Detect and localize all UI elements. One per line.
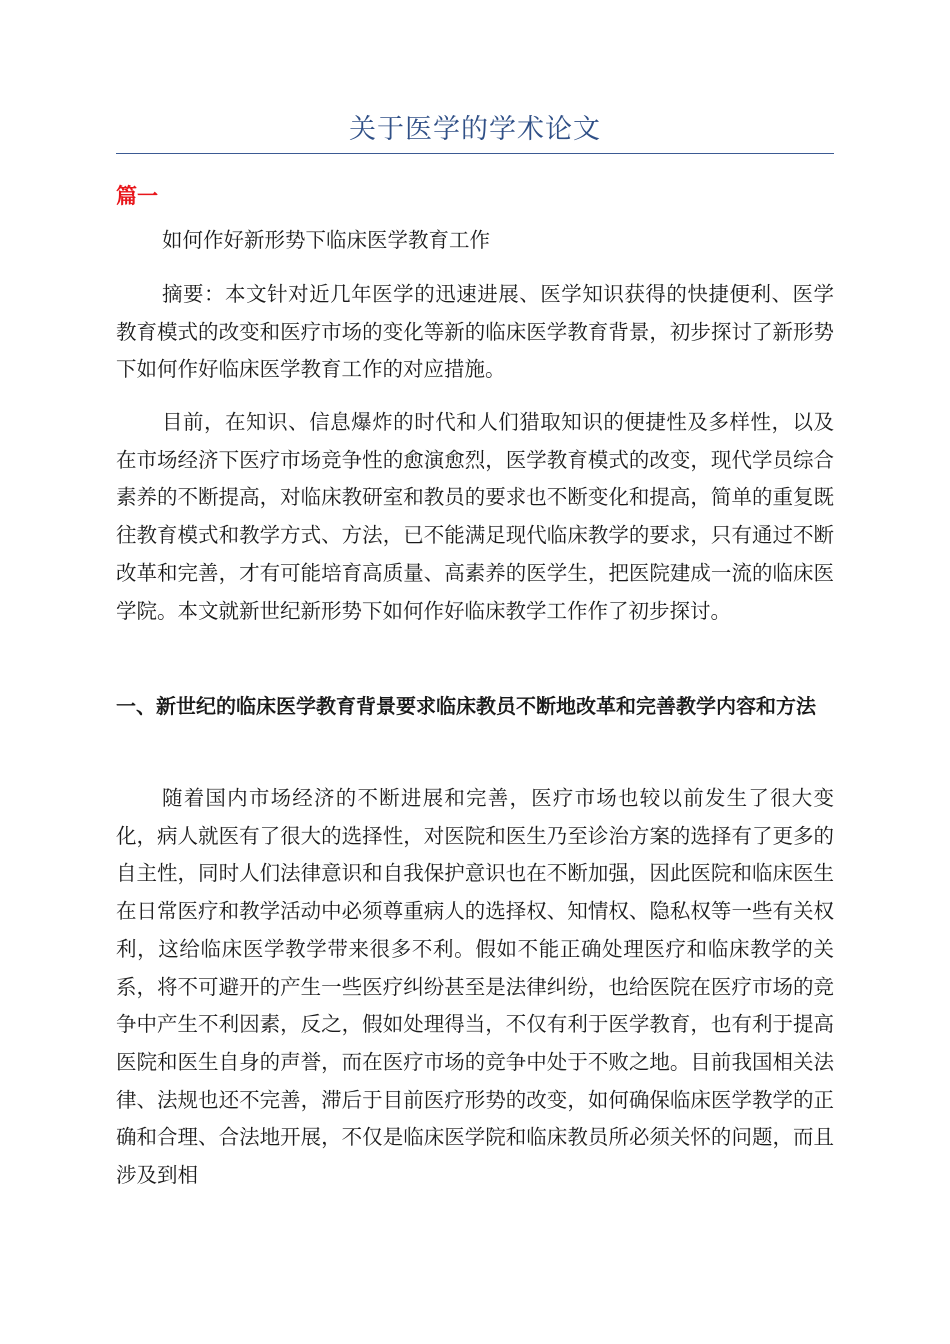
- section-label: 篇一: [116, 184, 158, 208]
- title-divider: [116, 153, 834, 154]
- intro-paragraph: 目前，在知识、信息爆炸的时代和人们猎取知识的便捷性及多样性，以及在市场经济下医疗市场竞争性的愈演愈烈，医学教育模式的改变，现代学员综合素养的不断提高，对临床教研室和教员的要求也不断变化和提高，简单的重复既往教育模式和教学方式、方法，已不能满足现代临床教学的要求，只有通过不断改革和完善，才有可能培育高质量、高素养的医学生，把医院建成一流的临床医学院。本文就新世纪新形势下如何作好临床教学工作作了初步探讨。: [116, 410, 834, 623]
- section-heading: 一、新世纪的临床医学教育背景要求临床教员不断地改革和完善教学内容和方法: [116, 694, 816, 718]
- document-title: 关于医学的学术论文: [349, 114, 601, 145]
- body-paragraph: 随着国内市场经济的不断进展和完善，医疗市场也较以前发生了很大变化，病人就医有了很大的选择性，对医院和医生乃至诊治方案的选择有了更多的自主性，同时人们法律意识和自我保护意识也在不断加强，因此医院和临床医生在日常医疗和教学活动中必须尊重病人的选择权、知情权、隐私权等一些有关权利，这给临床医学教学带来很多不利。假如不能正确处理医疗和临床教学的关系，将不可避开的产生一些医疗纠纷甚至是法律纠纷，也给医院在医疗市场的竞争中产生不利因素，反之，假如处理得当，不仅有利于医学教育，也有利于提高医院和医生自身的声誉，而在医疗市场的竞争中处于不败之地。目前我国相关法律、法规也还不完善，滞后于目前医疗形势的改变，如何确保临床医学教学的正确和合理、合法地开展，不仅是临床医学院和临床教员所必须关怀的问题，而且涉及到相: [116, 786, 834, 1188]
- article-subtitle: 如何作好新形势下临床医学教育工作: [162, 228, 490, 252]
- abstract-paragraph: 摘要：本文针对近几年医学的迅速进展、医学知识获得的快捷便利、医学教育模式的改变和医疗市场的变化等新的临床医学教育背景，初步探讨了新形势下如何作好临床医学教育工作的对应措施。: [116, 282, 834, 382]
